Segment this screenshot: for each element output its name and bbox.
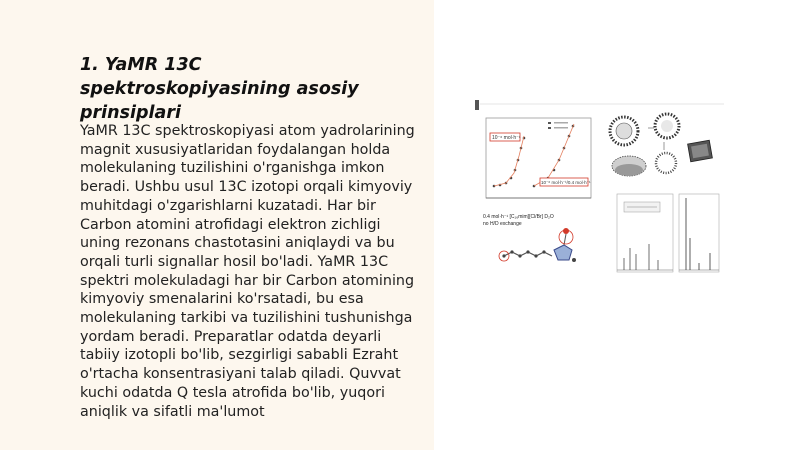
nmr-figure-svg (474, 98, 732, 278)
label-a-text: 10⁻⁶ mol·h⁻¹ (492, 135, 521, 141)
nmr-figure-image (474, 98, 732, 278)
nmr-spectra (617, 194, 719, 272)
figure-caption: 0.4 mol·h⁻¹ [C₁₆mim][Cl/Br] D₂O (483, 214, 554, 220)
micelle-illustrations (610, 114, 712, 176)
slide-body-text: YaMR 13C spektroskopiyasi atom yadrolarining magnit xususiyatlaridan foydalangan holda molekulaning tuzilishini o'rganishga imkon beradi. Ushbu usul 13C izotopi orqali kimyoviy muhitdagi o'zgarishlarni kuzatadi. Har bir Carbon atomini atrofidagi elektron zichligi uning rezonans chastotasini aniqlaydi va bu orqali turli signallar hosil bo'ladi. YaMR 13C spektri molekuladagi har bir Carbon atomining kimyoviy smenalarini ko'rsatadi, bu esa molekulaning tarkibi va tuzilishini tushunishga yordam beradi. Preparatlar odatda deyarli tabiiy izotopli bo'lib, sezgirligi sababli Ezraht o'rtacha konsentrasiyani talab qiladi. Quvvat kuchi odatda Q tesla atrofida bo'lib, yuqori aniqlik va sifatli ma'lumot (80, 123, 415, 420)
figure-marker (475, 100, 479, 110)
slide-title: 1. YaMR 13C spektroskopiyasining asosiy prinsiplari (80, 55, 359, 123)
figure-caption-2: no H/D exchange (483, 221, 522, 227)
label-b-text: 10⁻⁶ mol·h⁻¹/0.4 mol·h⁻¹ (541, 180, 591, 185)
isotherm-plot (486, 118, 591, 198)
molecule-structure (483, 214, 576, 262)
